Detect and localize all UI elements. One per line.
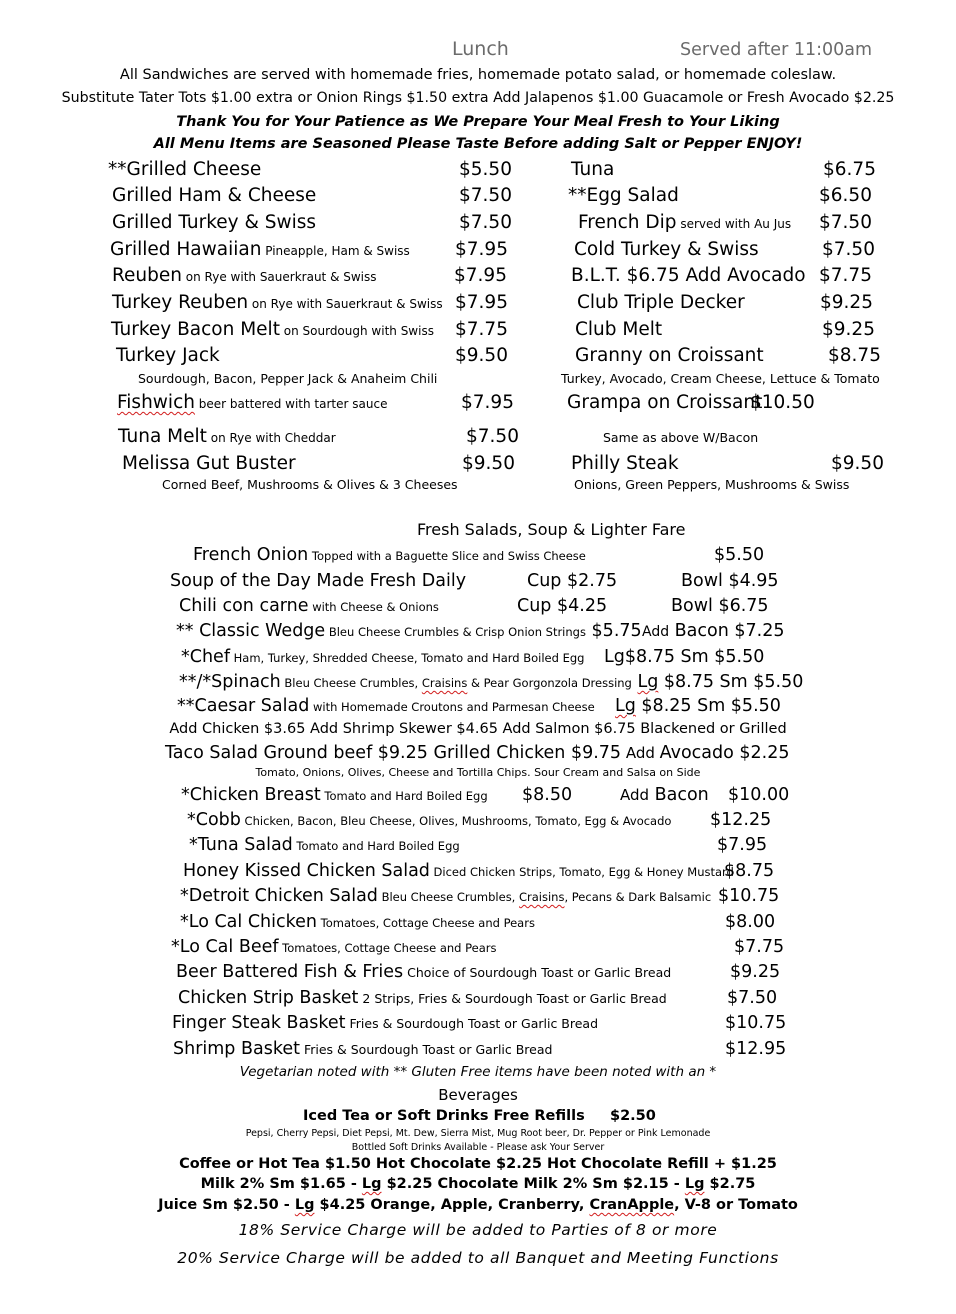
menu-item-name: Melissa Gut Buster — [122, 453, 296, 474]
menu-item-desc: Bleu Cheese Crumbles, — [280, 676, 422, 690]
menu-item — [165, 743, 789, 763]
menu-item-name: Beer Battered Fish & Fries — [176, 962, 404, 982]
menu-item-price: $7.95 — [455, 239, 508, 260]
menu-item-price: $7.75 — [819, 265, 872, 286]
menu-item — [181, 785, 488, 805]
menu-item-price: $8.00 — [725, 912, 776, 932]
addon-label: Add — [620, 786, 650, 804]
add-protein-note: Add Chicken $3.65 Add Shrimp Skewer $4.65 Add Salmon $6.75 Blackened or Grilled — [169, 721, 787, 737]
party-service-charge: 18% Service Charge will be added to Parties of 8 or more — [238, 1221, 718, 1239]
menu-item-desc: Fries & Sourdough Toast or Garlic Bread — [345, 1016, 599, 1031]
menu-item-name: Reuben — [112, 265, 182, 286]
menu-item-price: $8.75 — [724, 861, 775, 881]
menu-item-price: $7.95 — [461, 392, 514, 413]
menu-item-name: Finger Steak Basket — [172, 1013, 346, 1033]
menu-item-name: Club Melt — [575, 319, 663, 340]
beverages-heading: Beverages — [438, 1086, 518, 1104]
menu-item — [111, 319, 434, 340]
menu-item-name: Tuna Melt — [118, 426, 207, 447]
size-label: Lg — [684, 1176, 705, 1192]
menu-item-desc: on Rye with Sauerkraut & Swiss — [248, 297, 443, 311]
milk-text: $2.25 Chocolate Milk 2% Sm $2.15 - — [381, 1176, 685, 1192]
menu-item-price: $8.25 Sm $5.50 — [635, 696, 781, 716]
menu-item-price: $7.75 — [734, 937, 785, 957]
juice-line — [0, 1197, 956, 1213]
menu-item — [118, 426, 336, 447]
menu-item — [112, 265, 377, 286]
menu-item-name: Granny on Croissant — [575, 345, 764, 366]
menu-item-desc: Bleu Cheese Crumbles & Crisp Onion Strings — [325, 625, 586, 639]
menu-item-desc: Pineapple, Ham & Swiss — [261, 244, 410, 258]
menu-item-name: ** Classic Wedge — [176, 621, 326, 641]
juice-text: , V-8 or Tomato — [674, 1197, 798, 1213]
menu-item-desc: beer battered with tarter sauce — [194, 397, 388, 411]
menu-item — [176, 621, 642, 641]
menu-item-name: Chili con carne — [179, 596, 309, 616]
menu-item-desc: , Pecans & Dark Balsamic — [564, 890, 712, 904]
menu-item-price: $6.50 — [819, 185, 872, 206]
menu-item-price: Cup $2.75 — [527, 571, 618, 591]
coffee-line: Coffee or Hot Tea $1.50 Hot Chocolate $2.25 Hot Chocolate Refill + $1.25 — [179, 1156, 777, 1172]
menu-item-subtext: Same as above W/Bacon — [603, 430, 759, 445]
menu-item — [173, 1039, 552, 1059]
menu-item-name: Chicken Strip Basket — [178, 988, 359, 1008]
addon-label: Add — [621, 744, 660, 762]
menu-item-price: $6.75 — [823, 159, 876, 180]
size-label: Lg — [294, 1197, 315, 1213]
menu-item-price: $8.75 — [828, 345, 881, 366]
menu-item-price: $5.50 — [714, 545, 765, 565]
menu-item — [187, 810, 671, 830]
menu-item-price: $7.50 — [727, 988, 778, 1008]
menu-item-subtext: Turkey, Avocado, Cream Cheese, Lettuce & Tomato — [561, 371, 880, 386]
banquet-service-charge: 20% Service Charge will be added to all Banquet and Meeting Functions — [177, 1249, 779, 1267]
menu-item-name: Club Triple Decker — [577, 292, 745, 313]
thanks-note: Thank You for Your Patience as We Prepare Your Meal Fresh to Your Liking — [176, 114, 780, 130]
menu-item-price: $9.25 — [730, 962, 781, 982]
menu-item-name: Turkey Reuben — [112, 292, 249, 313]
intro-sides: All Sandwiches are served with homemade fries, homemade potato salad, or homemade coleslaw. — [119, 67, 837, 83]
juice-text: Juice Sm $2.50 - — [158, 1197, 295, 1213]
menu-item-desc: Diced Chicken Strips, Tomato, Egg & Honey Mustard — [429, 865, 734, 879]
menu-item — [177, 696, 595, 716]
menu-item-price: $8.75 Sm $5.50 — [658, 672, 804, 692]
menu-item-price: $7.75 — [455, 319, 508, 340]
menu-item-price: Lg$8.75 Sm $5.50 — [604, 647, 765, 667]
menu-item-desc: 2 Strips, Fries & Sourdough Toast or Garlic Bread — [358, 991, 667, 1006]
menu-item-name: **Egg Salad — [568, 185, 679, 206]
soda-list: Pepsi, Cherry Pepsi, Diet Pepsi, Mt. Dew, Sierra Mist, Mug Root beer, Dr. Pepper or Pink Lemonade — [245, 1128, 711, 1139]
menu-item-name: Grampa on Croissant — [567, 392, 763, 413]
menu-item-name: *Chef — [181, 647, 230, 667]
menu-item-desc: with Cheese & Onions — [308, 600, 439, 614]
menu-item-desc: Fries & Sourdough Toast or Garlic Bread — [299, 1042, 553, 1057]
menu-item — [578, 212, 791, 233]
menu-item-desc: Chicken, Bacon, Bleu Cheese, Olives, Mushrooms, Tomato, Egg & Avocado — [240, 814, 672, 828]
menu-item-desc: with Homemade Croutons and Parmesan Cheese — [309, 700, 595, 714]
menu-item-desc: Tomato and Hard Boiled Egg — [292, 839, 460, 853]
menu-item — [179, 672, 803, 692]
menu-item-name: *Cobb — [187, 810, 241, 830]
menu-item-name: *Tuna Salad — [189, 835, 293, 855]
menu-item — [171, 937, 496, 957]
menu-item-price: $10.50 — [750, 392, 815, 413]
menu-item — [183, 861, 734, 881]
menu-item-name: Honey Kissed Chicken Salad — [183, 861, 430, 881]
menu-item-price: $8.50 — [522, 785, 573, 805]
menu-item-desc: on Sourdough with Swiss — [279, 324, 434, 338]
menu-item-price: $12.95 — [725, 1039, 787, 1059]
juice-text: $4.25 Orange, Apple, Cranberry, — [314, 1197, 590, 1213]
menu-item-price: Bowl $4.95 — [681, 571, 779, 591]
menu-item — [110, 239, 410, 260]
bottled-note: Bottled Soft Drinks Available - Please ask Your Server — [351, 1142, 605, 1153]
menu-item — [179, 596, 439, 616]
menu-item — [178, 988, 667, 1008]
menu-item-desc: Craisins — [519, 890, 565, 904]
milk-line — [0, 1176, 956, 1192]
menu-item-name: Turkey Jack — [116, 345, 220, 366]
menu-item-name: French Onion — [193, 545, 309, 565]
menu-item — [112, 292, 443, 313]
menu-item-name: Shrimp Basket — [173, 1039, 300, 1059]
menu-item-price: $7.50 — [466, 426, 519, 447]
served-time: Served after 11:00am — [680, 40, 873, 60]
menu-item-price: $9.50 — [455, 345, 508, 366]
menu-item-name: Fishwich — [117, 392, 195, 413]
menu-item-desc: Bleu Cheese Crumbles, — [377, 890, 519, 904]
menu-item-desc: Tomatoes, Cottage Cheese and Pears — [317, 916, 535, 930]
menu-item-price: $7.95 — [455, 292, 508, 313]
menu-item-name: Taco Salad Ground beef $9.25 Grilled Chicken $9.75 — [165, 743, 622, 763]
page-title: Lunch — [452, 38, 509, 60]
menu-item-name: Cold Turkey & Swiss — [574, 239, 759, 260]
menu-item-desc: Choice of Sourdough Toast or Garlic Bread — [403, 965, 672, 980]
menu-item-price: $10.75 — [725, 1013, 787, 1033]
menu-item-name: B.L.T. $6.75 Add Avocado — [571, 265, 806, 286]
menu-item-price: $7.50 — [459, 185, 512, 206]
intro-substitutes: Substitute Tater Tots $1.00 extra or Onion Rings $1.50 extra Add Jalapenos $1.00 Guacamole or Fresh Avocado $2.25 — [61, 90, 895, 106]
addon-label: Add — [642, 624, 670, 640]
menu-item-name: *Lo Cal Chicken — [180, 912, 317, 932]
vegetarian-note: Vegetarian noted with ** Gluten Free items have been noted with an * — [239, 1064, 717, 1080]
menu-item-subtext: Onions, Green Peppers, Mushrooms & Swiss — [574, 477, 850, 492]
menu-item-price: $7.50 — [822, 239, 875, 260]
menu-item — [180, 886, 711, 906]
menu-item-name: Tuna — [571, 159, 615, 180]
menu-item-desc: Topped with a Baguette Slice and Swiss Cheese — [308, 549, 586, 563]
addon-item: Bacon — [649, 785, 709, 805]
menu-item-price: $7.50 — [459, 212, 512, 233]
menu-item-addon — [642, 621, 784, 641]
menu-item-price: $9.50 — [462, 453, 515, 474]
menu-item-subtext: Sourdough, Bacon, Pepper Jack & Anaheim Chili — [138, 371, 438, 386]
menu-item-name: Turkey Bacon Melt — [111, 319, 280, 340]
size-label: Lg — [637, 672, 659, 692]
menu-item-price: $9.25 — [820, 292, 873, 313]
menu-item-desc: Tomatoes, Cottage Cheese and Pears — [278, 941, 497, 955]
menu-item — [193, 545, 586, 565]
menu-item-name: *Detroit Chicken Salad — [180, 886, 378, 906]
menu-item — [172, 1013, 598, 1033]
menu-item-price: $12.25 — [710, 810, 772, 830]
menu-item — [176, 962, 671, 982]
menu-item-price: $7.50 — [819, 212, 872, 233]
menu-item-price: $7.95 — [454, 265, 507, 286]
menu-item — [180, 912, 535, 932]
menu-item-name: *Lo Cal Beef — [171, 937, 279, 957]
menu-item-price: Bowl $6.75 — [671, 596, 769, 616]
menu-item-price: $10.75 — [718, 886, 780, 906]
menu-item-name: Philly Steak — [571, 453, 679, 474]
menu-item-name: **Grilled Cheese — [108, 159, 262, 180]
menu-item-desc: & Pear Gorgonzola Dressing — [467, 676, 632, 690]
menu-item-price: $9.25 — [822, 319, 875, 340]
menu-item — [117, 392, 387, 413]
menu-item-addon — [620, 785, 709, 805]
addon-price: $10.00 — [728, 785, 790, 805]
menu-item-desc: on Rye with Cheddar — [206, 431, 336, 445]
menu-item-desc: Craisins — [421, 676, 468, 690]
menu-item-subtext: Corned Beef, Mushrooms & Olives & 3 Cheeses — [162, 477, 458, 492]
menu-item-price: $5.50 — [459, 159, 512, 180]
seasoned-note: All Menu Items are Seasoned Please Taste Before adding Salt or Pepper ENJOY! — [153, 136, 803, 152]
menu-item-subtext: Tomato, Onions, Olives, Cheese and Tortilla Chips. Sour Cream and Salsa on Side — [255, 766, 701, 779]
menu-item-price: $9.50 — [831, 453, 884, 474]
menu-item-name: Soup of the Day Made Fresh Daily — [170, 571, 467, 591]
addon-item: Bacon $7.25 — [669, 621, 785, 641]
menu-item-name: French Dip — [578, 212, 677, 233]
menu-item-name: Grilled Ham & Cheese — [112, 185, 317, 206]
iced-tea-price: $2.50 — [610, 1108, 656, 1124]
iced-tea-line: Iced Tea or Soft Drinks Free Refills — [303, 1108, 585, 1124]
menu-item-price: $5.75 — [591, 621, 642, 641]
juice-text: CranApple — [589, 1197, 675, 1213]
menu-item-price: Cup $4.25 — [517, 596, 608, 616]
menu-item-name: Grilled Hawaiian — [110, 239, 262, 260]
menu-item — [189, 835, 460, 855]
menu-item-desc: served with Au Jus — [676, 217, 792, 231]
menu-item-name: **/*Spinach — [179, 672, 281, 692]
menu-item-name: *Chicken Breast — [181, 785, 321, 805]
size-label: Lg — [615, 696, 636, 716]
addon-item: Avocado $2.25 — [659, 743, 790, 763]
menu-item-name: Grilled Turkey & Swiss — [112, 212, 317, 233]
milk-text: $2.75 — [704, 1176, 756, 1192]
menu-item-name: **Caesar Salad — [177, 696, 310, 716]
menu-item-price: $7.95 — [717, 835, 768, 855]
menu-item-desc: Tomato and Hard Boiled Egg — [320, 789, 488, 803]
salads-heading: Fresh Salads, Soup & Lighter Fare — [417, 520, 686, 539]
menu-item — [181, 647, 584, 667]
milk-text: Milk 2% Sm $1.65 - — [200, 1176, 362, 1192]
size-label: Lg — [361, 1176, 382, 1192]
menu-item-price-group — [615, 696, 781, 716]
menu-item-desc: on Rye with Sauerkraut & Swiss — [181, 270, 377, 284]
menu-item-desc: Ham, Turkey, Shredded Cheese, Tomato and Hard Boiled Egg — [230, 651, 585, 665]
